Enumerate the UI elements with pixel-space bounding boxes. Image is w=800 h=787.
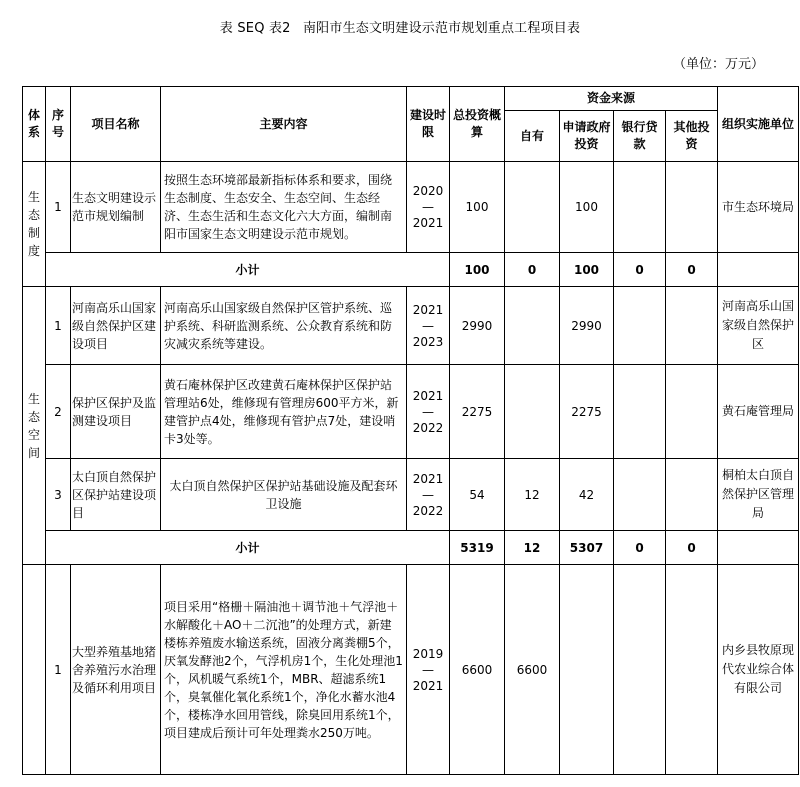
subtotal-row [23, 253, 799, 287]
project-period: 2021—2022 [407, 365, 450, 459]
funding-other [666, 162, 718, 253]
project-org: 内乡县牧原现代农业综合体有限公司 [718, 565, 799, 775]
subtotal-org [718, 253, 799, 287]
subtotal-other: 0 [666, 253, 718, 287]
row-index: 3 [46, 459, 71, 531]
project-org: 河南高乐山国家级自然保护区 [718, 287, 799, 365]
project-name: 保护区保护及监测建设项目 [71, 365, 161, 459]
table-caption: 南阳市生态文明建设示范市规划重点工程项目表 [302, 21, 581, 36]
project-org: 黄石庵管理局 [718, 365, 799, 459]
funding-bank [614, 162, 666, 253]
project-org: 桐柏太白顶自然保护区管理局 [718, 459, 799, 531]
header-row-1 [23, 87, 799, 111]
project-period: 2021—2022 [407, 459, 450, 531]
table-row [23, 365, 799, 459]
header-total: 总投资概算 [450, 87, 505, 162]
funding-own [505, 365, 560, 459]
subtotal-bank: 0 [614, 531, 666, 565]
project-content: 按照生态环境部最新指标体系和要求，围绕生态制度、生态安全、生态空间、生态经济、生态生活和生态文化六大方面，编制南阳市国家生态文明建设示范市规划。 [161, 162, 407, 253]
subtotal-own: 12 [505, 531, 560, 565]
funding-own: 6600 [505, 565, 560, 775]
subtotal-gov: 100 [560, 253, 614, 287]
subtotal-row [23, 531, 799, 565]
funding-other [666, 287, 718, 365]
system-cell: 生态制度 [23, 162, 46, 287]
subtotal-gov: 5307 [560, 531, 614, 565]
table-title [0, 17, 800, 36]
project-content: 太白顶自然保护区保护站基础设施及配套环卫设施 [161, 459, 407, 531]
project-total: 54 [450, 459, 505, 531]
row-index: 1 [46, 565, 71, 775]
header-other: 其他投资 [666, 111, 718, 162]
project-name: 河南高乐山国家级自然保护区建设项目 [71, 287, 161, 365]
table-row [23, 565, 799, 775]
project-content: 黄石庵林保护区改建黄石庵林保护区保护站管理站6处，维修现有管理房600平方米，新建管护点4处，维修现有管护点7处，建设哨卡3处等。 [161, 365, 407, 459]
funding-other [666, 459, 718, 531]
funding-bank [614, 365, 666, 459]
table-row [23, 287, 799, 365]
table-row [23, 162, 799, 253]
row-index: 1 [46, 287, 71, 365]
funding-gov: 42 [560, 459, 614, 531]
funding-bank [614, 565, 666, 775]
funding-gov: 2990 [560, 287, 614, 365]
subtotal-total: 5319 [450, 531, 505, 565]
subtotal-other: 0 [666, 531, 718, 565]
system-cell: 生态空间 [23, 287, 46, 565]
system-cell [23, 565, 46, 775]
header-org: 组织实施单位 [718, 87, 799, 162]
header-system: 体系 [23, 87, 46, 162]
project-period: 2020—2021 [407, 162, 450, 253]
header-name: 项目名称 [71, 87, 161, 162]
project-name: 太白顶自然保护区保护站建设项目 [71, 459, 161, 531]
funding-own [505, 162, 560, 253]
project-name: 生态文明建设示范市规划编制 [71, 162, 161, 253]
header-own: 自有 [505, 111, 560, 162]
project-org: 市生态环境局 [718, 162, 799, 253]
funding-own [505, 287, 560, 365]
project-period: 2019—2021 [407, 565, 450, 775]
table-row [23, 459, 799, 531]
header-bank: 银行贷款 [614, 111, 666, 162]
header-gov: 申请政府投资 [560, 111, 614, 162]
funding-gov: 100 [560, 162, 614, 253]
project-total: 6600 [450, 565, 505, 775]
header-index: 序号 [46, 87, 71, 162]
header-period: 建设时限 [407, 87, 450, 162]
project-total: 2990 [450, 287, 505, 365]
subtotal-total: 100 [450, 253, 505, 287]
subtotal-own: 0 [505, 253, 560, 287]
row-index: 2 [46, 365, 71, 459]
funding-gov: 2275 [560, 365, 614, 459]
project-total: 100 [450, 162, 505, 253]
subtotal-label: 小计 [46, 253, 450, 287]
funding-own: 12 [505, 459, 560, 531]
project-content: 项目采用“格栅＋隔油池＋调节池＋气浮池＋水解酸化＋AO＋二沉池”的处理方式，新建楼栋养殖废水输送系统，固液分离粪棚5个，厌氧发酵池2个，气浮机房1个，生化处理池1个，风机暖气系统1个，MBR、超滤系统1个，臭氧催化氧化系统1个，净化水蓄水池4个，楼栋净水回用管线，除臭回用系统1个，项目建成后预计可年处理粪水250万吨。 [161, 565, 407, 775]
project-total: 2275 [450, 365, 505, 459]
project-content: 河南高乐山国家级自然保护区管护系统、巡护系统、科研监测系统、公众教育系统和防灾减灾系统等建设。 [161, 287, 407, 365]
header-funding: 资金来源 [505, 87, 718, 111]
project-name: 大型养殖基地猪舍养殖污水治理及循环利用项目 [71, 565, 161, 775]
header-content: 主要内容 [161, 87, 407, 162]
table-caption-prefix: 表 SEQ 表2 [219, 21, 291, 36]
funding-other [666, 565, 718, 775]
funding-other [666, 365, 718, 459]
subtotal-org [718, 531, 799, 565]
project-table [22, 86, 799, 775]
row-index: 1 [46, 162, 71, 253]
funding-bank [614, 287, 666, 365]
subtotal-label: 小计 [46, 531, 450, 565]
subtotal-bank: 0 [614, 253, 666, 287]
unit-note: （单位：万元） [672, 57, 764, 72]
funding-gov [560, 565, 614, 775]
project-period: 2021—2023 [407, 287, 450, 365]
funding-bank [614, 459, 666, 531]
